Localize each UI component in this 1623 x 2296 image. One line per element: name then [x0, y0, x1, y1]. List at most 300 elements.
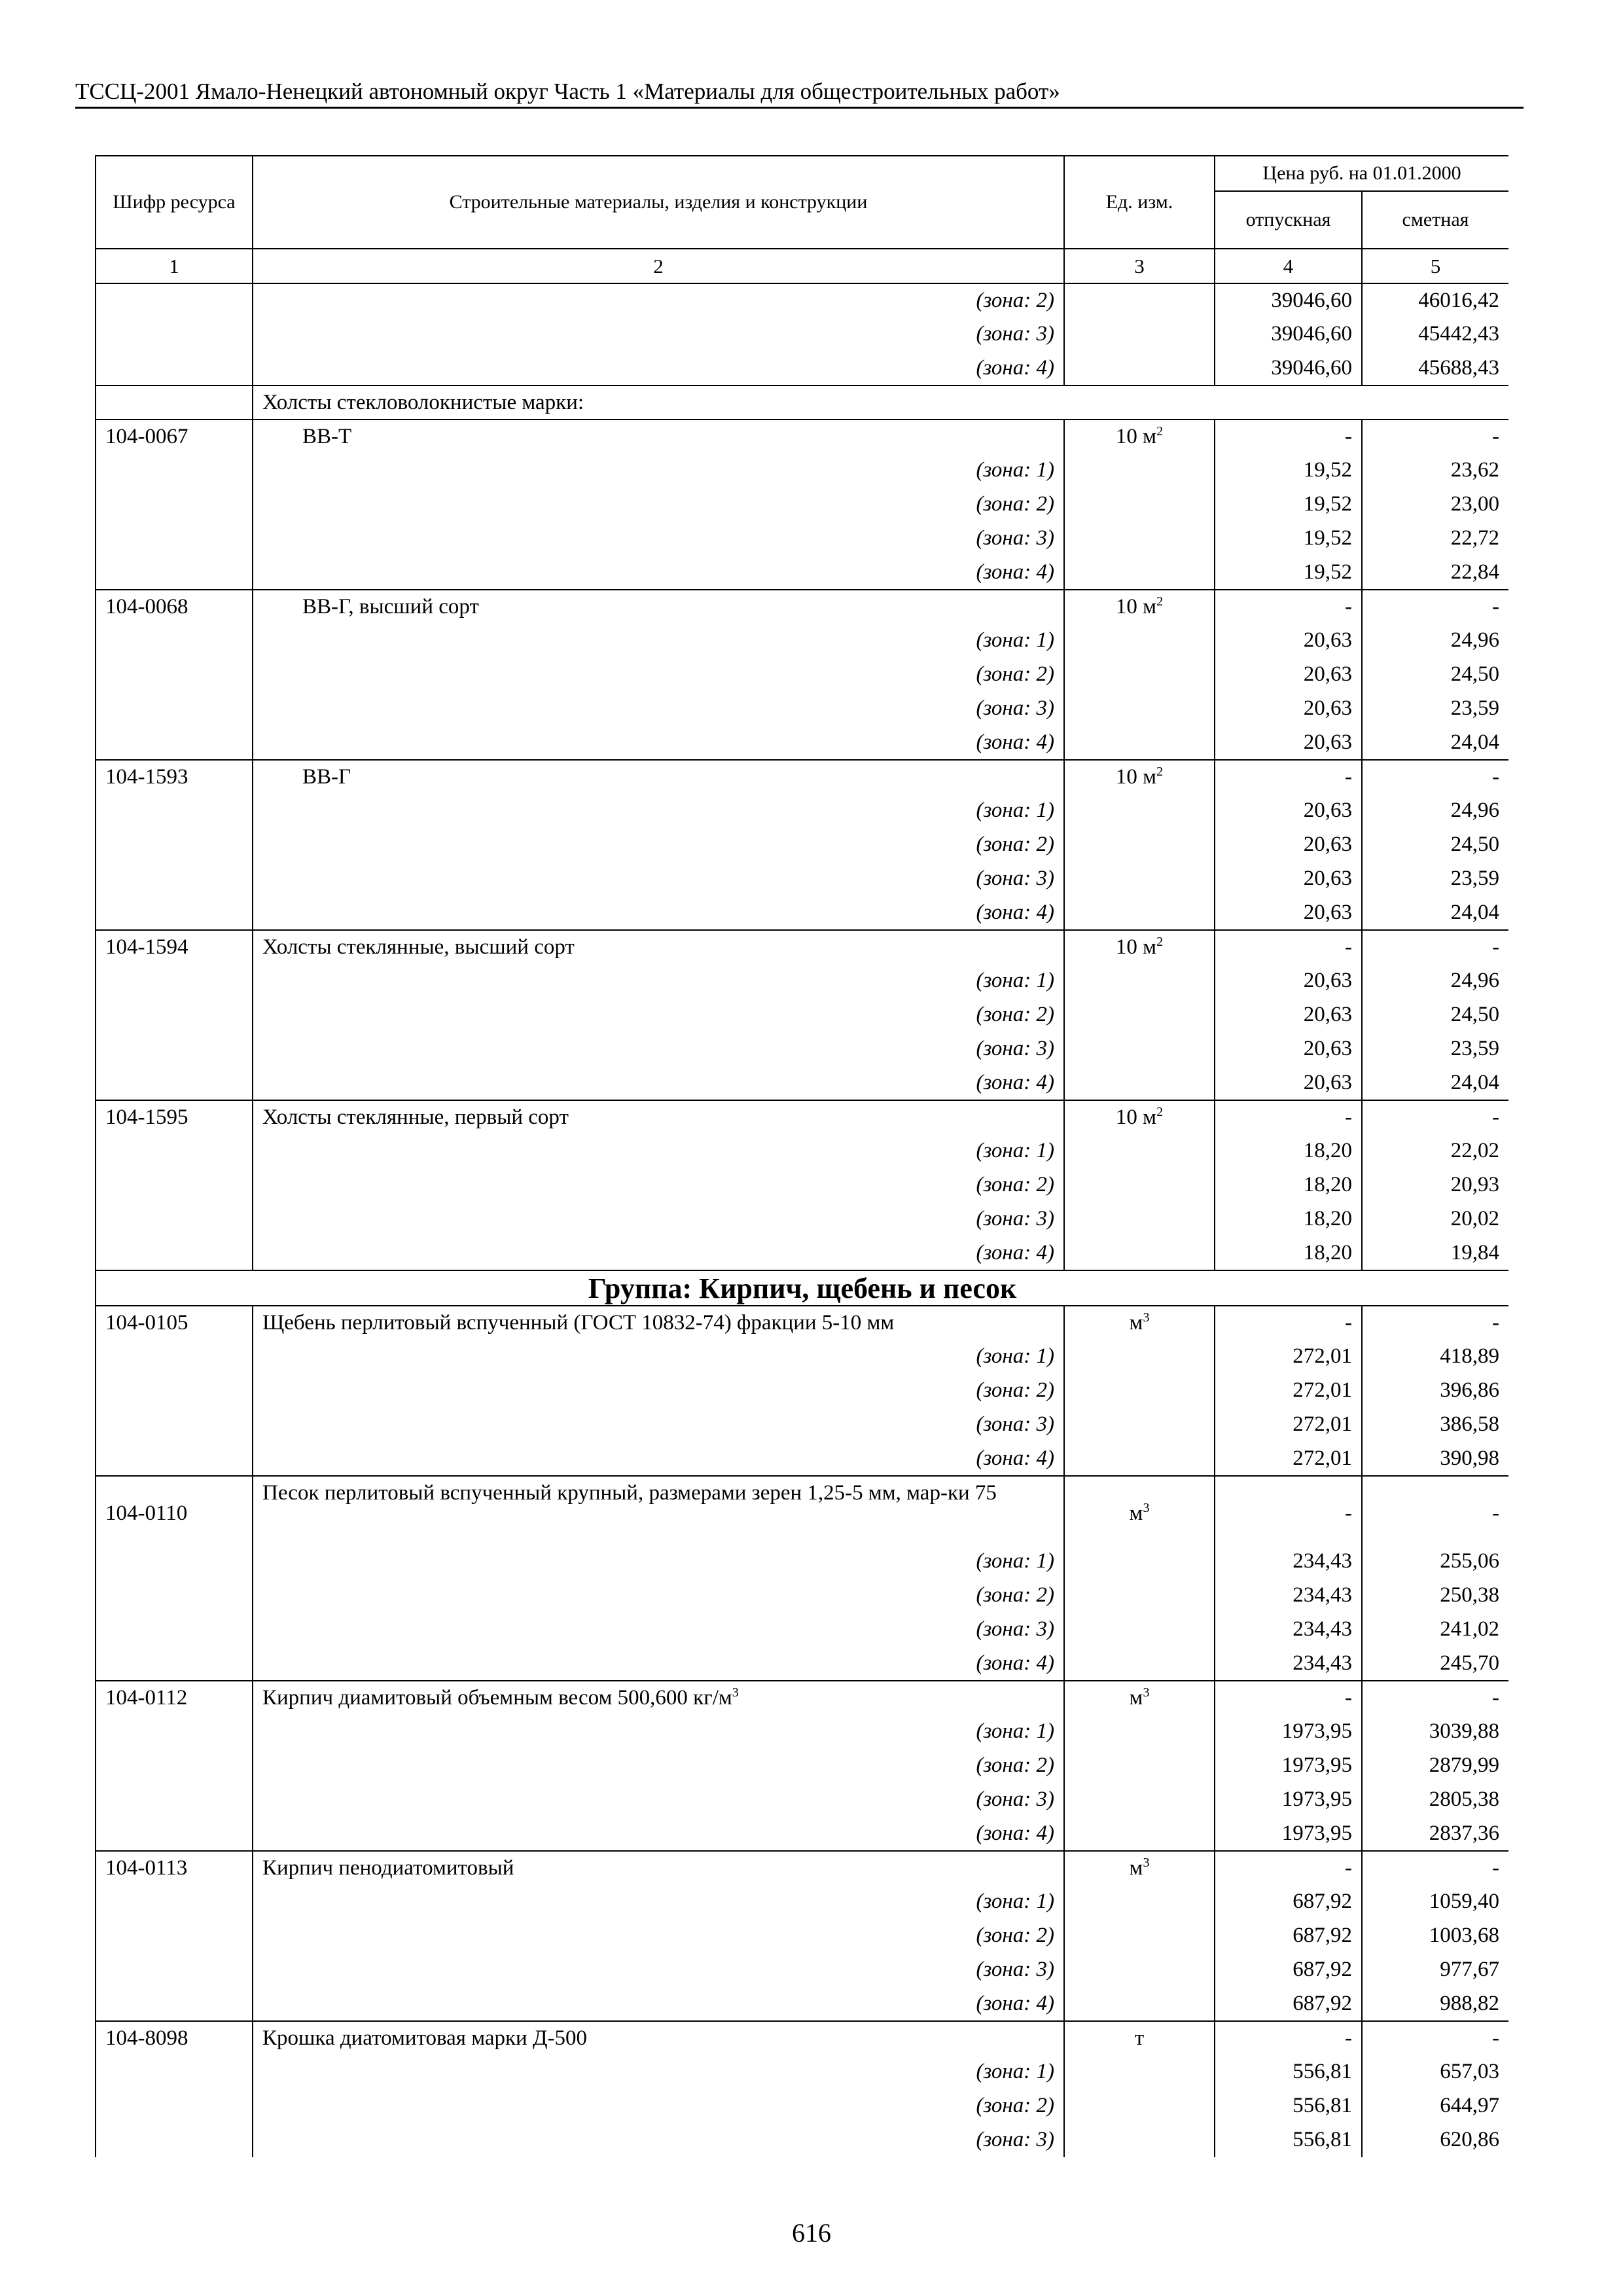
- resource-code: 104-1594: [96, 930, 253, 964]
- code-cell: [96, 862, 253, 896]
- unit-cell: [1064, 1715, 1215, 1749]
- col-header-unit: Ед. изм.: [1064, 156, 1215, 249]
- release-price: 39046,60: [1215, 283, 1362, 317]
- item-row: [96, 1476, 1508, 1545]
- estimate-price: 418,89: [1362, 1340, 1508, 1374]
- estimate-price: -: [1362, 420, 1508, 454]
- estimate-price: 45442,43: [1362, 317, 1508, 351]
- zone-row: [96, 556, 1508, 590]
- zone-row: [96, 1579, 1508, 1613]
- estimate-price: -: [1362, 1306, 1508, 1340]
- unit-cell: [1064, 2089, 1215, 2123]
- release-price: 687,92: [1215, 1885, 1362, 1919]
- unit-cell: [1064, 1783, 1215, 1817]
- zone-label: (зона: 3): [253, 1408, 1064, 1442]
- release-price: -: [1215, 760, 1362, 794]
- estimate-price: 396,86: [1362, 1374, 1508, 1408]
- unit-of-measure: [1064, 1681, 1215, 1715]
- unit-cell: [1064, 658, 1215, 692]
- zone-row: [96, 1374, 1508, 1408]
- zone-row: [96, 1545, 1508, 1579]
- zone-row: [96, 454, 1508, 488]
- unit-cell: [1064, 998, 1215, 1032]
- code-cell: [96, 658, 253, 692]
- superscript: 3: [1143, 1856, 1150, 1870]
- release-price: 20,63: [1215, 658, 1362, 692]
- release-price: 1973,95: [1215, 1749, 1362, 1783]
- code-cell: [96, 1715, 253, 1749]
- zone-row: [96, 1236, 1508, 1270]
- unit-cell: [1064, 624, 1215, 658]
- estimate-price: 657,03: [1362, 2055, 1508, 2089]
- zone-row: [96, 283, 1508, 317]
- zone-label: (зона: 3): [253, 692, 1064, 726]
- zone-row: [96, 726, 1508, 760]
- resource-code: 104-0110: [96, 1476, 253, 1545]
- material-name-text: Песок перлитовый вспученный крупный, размерами зерен 1,25-5 мм, мар-ки 75: [262, 1481, 997, 1505]
- unit-cell: [1064, 1442, 1215, 1476]
- superscript: 2: [1156, 424, 1164, 439]
- unit-text: 10 м: [1115, 1105, 1157, 1129]
- estimate-price: 245,70: [1362, 1647, 1508, 1681]
- unit-cell: [1064, 1408, 1215, 1442]
- zone-row: [96, 1919, 1508, 1953]
- release-price: 39046,60: [1215, 317, 1362, 351]
- code-cell: [96, 692, 253, 726]
- code-cell: [96, 1749, 253, 1783]
- code-cell: [96, 1953, 253, 1987]
- zone-row: [96, 1715, 1508, 1749]
- zone-label: (зона: 2): [253, 1579, 1064, 1613]
- zone-row: [96, 964, 1508, 998]
- estimate-price: 24,04: [1362, 1066, 1508, 1100]
- estimate-price: 977,67: [1362, 1953, 1508, 1987]
- material-name-text: Кирпич пенодиатомитовый: [262, 1856, 514, 1880]
- zone-row: [96, 1408, 1508, 1442]
- code-cell: [96, 283, 253, 317]
- zone-row: [96, 1032, 1508, 1066]
- estimate-price: -: [1362, 930, 1508, 964]
- unit-cell: [1064, 1066, 1215, 1100]
- release-price: 19,52: [1215, 522, 1362, 556]
- unit-cell: [1064, 351, 1215, 386]
- code-cell: [96, 2089, 253, 2123]
- estimate-price: 644,97: [1362, 2089, 1508, 2123]
- material-name: [253, 1476, 1064, 1545]
- unit-cell: [1064, 794, 1215, 828]
- unit-cell: [1064, 1885, 1215, 1919]
- estimate-price: 22,02: [1362, 1134, 1508, 1168]
- zone-label: (зона: 3): [253, 317, 1064, 351]
- release-price: -: [1215, 590, 1362, 624]
- estimate-price: 386,58: [1362, 1408, 1508, 1442]
- document-header: ТССЦ-2001 Ямало-Ненецкий автономный округ Часть 1 «Материалы для общестроительных работ»: [75, 79, 1060, 104]
- code-cell: [96, 351, 253, 386]
- zone-row: [96, 1442, 1508, 1476]
- zone-row: [96, 1066, 1508, 1100]
- code-cell: [96, 1408, 253, 1442]
- estimate-price: 23,59: [1362, 692, 1508, 726]
- code-cell: [96, 998, 253, 1032]
- code-cell: [96, 964, 253, 998]
- estimate-price: 22,72: [1362, 522, 1508, 556]
- material-name-text: Кирпич диамитовый объемным весом 500,600 кг/м: [262, 1686, 732, 1710]
- zone-row: [96, 1987, 1508, 2021]
- zone-row: [96, 2123, 1508, 2157]
- zone-label: (зона: 2): [253, 1919, 1064, 1953]
- code-cell: [96, 556, 253, 590]
- estimate-price: 24,96: [1362, 794, 1508, 828]
- release-price: 1973,95: [1215, 1817, 1362, 1851]
- group-heading: Группа: Кирпич, щебень и песок: [96, 1270, 1508, 1306]
- zone-row: [96, 522, 1508, 556]
- zone-label: (зона: 1): [253, 2055, 1064, 2089]
- estimate-price: 250,38: [1362, 1579, 1508, 1613]
- item-row: [96, 1851, 1508, 1885]
- code-cell: [96, 386, 253, 420]
- col-header-price: Цена руб. на 01.01.2000: [1215, 156, 1508, 191]
- release-price: 556,81: [1215, 2055, 1362, 2089]
- resource-code: 104-0067: [96, 420, 253, 454]
- release-price: 687,92: [1215, 1987, 1362, 2021]
- item-row: [96, 760, 1508, 794]
- zone-row: [96, 351, 1508, 386]
- code-cell: [96, 1168, 253, 1202]
- release-price: 687,92: [1215, 1953, 1362, 1987]
- col-number: 2: [253, 249, 1064, 283]
- zone-label: (зона: 1): [253, 964, 1064, 998]
- unit-cell: [1064, 317, 1215, 351]
- release-price: 20,63: [1215, 726, 1362, 760]
- unit-cell: [1064, 2123, 1215, 2157]
- zone-label: (зона: 3): [253, 1953, 1064, 1987]
- release-price: -: [1215, 1306, 1362, 1340]
- zone-label: (зона: 1): [253, 1134, 1064, 1168]
- release-price: 20,63: [1215, 862, 1362, 896]
- zone-row: [96, 1783, 1508, 1817]
- material-name-text: ВВ-Г: [302, 765, 351, 789]
- estimate-price: 24,04: [1362, 726, 1508, 760]
- col-number: 4: [1215, 249, 1362, 283]
- unit-of-measure: [1064, 420, 1215, 454]
- release-price: 18,20: [1215, 1168, 1362, 1202]
- group-heading-row: [96, 1270, 1508, 1306]
- estimate-price: 24,04: [1362, 896, 1508, 930]
- zone-row: [96, 1885, 1508, 1919]
- unit-cell: [1064, 726, 1215, 760]
- unit-text: 10 м: [1115, 765, 1157, 789]
- release-price: 556,81: [1215, 2123, 1362, 2157]
- estimate-price: 22,84: [1362, 556, 1508, 590]
- release-price: 18,20: [1215, 1134, 1362, 1168]
- estimate-price: 2805,38: [1362, 1783, 1508, 1817]
- zone-label: (зона: 1): [253, 1340, 1064, 1374]
- estimate-price: 23,59: [1362, 862, 1508, 896]
- estimate-price: 24,50: [1362, 828, 1508, 862]
- col-header-release: отпускная: [1215, 191, 1362, 249]
- unit-cell: [1064, 283, 1215, 317]
- price-table-container: [95, 155, 1508, 2162]
- zone-row: [96, 488, 1508, 522]
- release-price: 20,63: [1215, 964, 1362, 998]
- zone-label: (зона: 2): [253, 283, 1064, 317]
- unit-cell: [1064, 522, 1215, 556]
- col-header-name: Строительные материалы, изделия и конструкции: [253, 156, 1064, 249]
- estimate-price: 24,96: [1362, 964, 1508, 998]
- zone-row: [96, 862, 1508, 896]
- unit-cell: [1064, 1919, 1215, 1953]
- unit-cell: [1064, 1749, 1215, 1783]
- estimate-price: -: [1362, 2021, 1508, 2055]
- material-name: [253, 760, 1064, 794]
- code-cell: [96, 1374, 253, 1408]
- resource-code: 104-1593: [96, 760, 253, 794]
- unit-cell: [1064, 1340, 1215, 1374]
- release-price: -: [1215, 1681, 1362, 1715]
- zone-label: (зона: 2): [253, 828, 1064, 862]
- col-number: 5: [1362, 249, 1508, 283]
- zone-row: [96, 1749, 1508, 1783]
- material-name: [253, 420, 1064, 454]
- resource-code: 104-0105: [96, 1306, 253, 1340]
- unit-text: 10 м: [1115, 425, 1157, 448]
- unit-of-measure: [1064, 760, 1215, 794]
- release-price: -: [1215, 1476, 1362, 1545]
- subheading-text: Холсты стекловолокнистые марки:: [253, 386, 1508, 420]
- code-cell: [96, 1442, 253, 1476]
- release-price: 1973,95: [1215, 1783, 1362, 1817]
- resource-code: 104-0113: [96, 1851, 253, 1885]
- zone-row: [96, 1134, 1508, 1168]
- release-price: 20,63: [1215, 1066, 1362, 1100]
- code-cell: [96, 1579, 253, 1613]
- unit-cell: [1064, 1032, 1215, 1066]
- zone-label: (зона: 4): [253, 1066, 1064, 1100]
- estimate-price: 19,84: [1362, 1236, 1508, 1270]
- item-row: [96, 590, 1508, 624]
- unit-text: 10 м: [1115, 935, 1157, 959]
- superscript: 3: [1143, 1310, 1150, 1325]
- estimate-price: 241,02: [1362, 1613, 1508, 1647]
- code-cell: [96, 1987, 253, 2021]
- unit-of-measure: [1064, 2021, 1215, 2055]
- code-cell: [96, 2055, 253, 2089]
- unit-of-measure: [1064, 1851, 1215, 1885]
- zone-row: [96, 828, 1508, 862]
- unit-text: м: [1129, 1856, 1143, 1880]
- code-cell: [96, 1783, 253, 1817]
- release-price: 20,63: [1215, 998, 1362, 1032]
- superscript: 3: [1143, 1500, 1150, 1515]
- release-price: 20,63: [1215, 624, 1362, 658]
- item-row: [96, 930, 1508, 964]
- unit-cell: [1064, 1374, 1215, 1408]
- code-cell: [96, 1032, 253, 1066]
- zone-row: [96, 2089, 1508, 2123]
- zone-label: (зона: 4): [253, 1987, 1064, 2021]
- unit-of-measure: [1064, 1100, 1215, 1134]
- release-price: 234,43: [1215, 1647, 1362, 1681]
- resource-code: 104-8098: [96, 2021, 253, 2055]
- material-name-text: ВВ-Т: [302, 425, 352, 448]
- zone-label: (зона: 2): [253, 1749, 1064, 1783]
- zone-label: (зона: 3): [253, 1202, 1064, 1236]
- release-price: 18,20: [1215, 1236, 1362, 1270]
- code-cell: [96, 1647, 253, 1681]
- zone-label: (зона: 4): [253, 1647, 1064, 1681]
- unit-cell: [1064, 1817, 1215, 1851]
- zone-row: [96, 998, 1508, 1032]
- code-cell: [96, 317, 253, 351]
- zone-row: [96, 1817, 1508, 1851]
- item-row: [96, 2021, 1508, 2055]
- superscript: 3: [1143, 1685, 1150, 1700]
- material-name-text: ВВ-Г, высший сорт: [302, 595, 479, 619]
- zone-row: [96, 1168, 1508, 1202]
- release-price: -: [1215, 420, 1362, 454]
- zone-label: (зона: 3): [253, 1613, 1064, 1647]
- release-price: 19,52: [1215, 454, 1362, 488]
- estimate-price: 23,59: [1362, 1032, 1508, 1066]
- material-name: [253, 2021, 1064, 2055]
- unit-cell: [1064, 1613, 1215, 1647]
- unit-cell: [1064, 454, 1215, 488]
- unit-cell: [1064, 828, 1215, 862]
- zone-row: [96, 794, 1508, 828]
- zone-label: (зона: 4): [253, 351, 1064, 386]
- zone-label: (зона: 3): [253, 1783, 1064, 1817]
- zone-label: (зона: 3): [253, 2123, 1064, 2157]
- zone-label: (зона: 2): [253, 998, 1064, 1032]
- item-row: [96, 1306, 1508, 1340]
- release-price: 272,01: [1215, 1408, 1362, 1442]
- unit-cell: [1064, 2055, 1215, 2089]
- item-row: [96, 420, 1508, 454]
- estimate-price: -: [1362, 1851, 1508, 1885]
- release-price: -: [1215, 2021, 1362, 2055]
- material-name-text: Щебень перлитовый вспученный (ГОСТ 10832-74) фракции 5-10 мм: [262, 1311, 895, 1335]
- code-cell: [96, 794, 253, 828]
- estimate-price: 988,82: [1362, 1987, 1508, 2021]
- unit-cell: [1064, 1647, 1215, 1681]
- header-rule: [75, 107, 1524, 109]
- code-cell: [96, 488, 253, 522]
- code-cell: [96, 896, 253, 930]
- unit-cell: [1064, 1134, 1215, 1168]
- release-price: 234,43: [1215, 1579, 1362, 1613]
- zone-label: (зона: 2): [253, 2089, 1064, 2123]
- unit-of-measure: [1064, 590, 1215, 624]
- release-price: 20,63: [1215, 692, 1362, 726]
- material-name-text: Крошка диатомитовая марки Д-500: [262, 2026, 587, 2050]
- estimate-price: 255,06: [1362, 1545, 1508, 1579]
- release-price: 20,63: [1215, 896, 1362, 930]
- release-price: 234,43: [1215, 1613, 1362, 1647]
- material-name: [253, 1681, 1064, 1715]
- zone-label: (зона: 4): [253, 726, 1064, 760]
- resource-code: 104-0112: [96, 1681, 253, 1715]
- code-cell: [96, 1202, 253, 1236]
- unit-text: 10 м: [1115, 595, 1157, 619]
- zone-row: [96, 1613, 1508, 1647]
- zone-label: (зона: 2): [253, 1168, 1064, 1202]
- release-price: 234,43: [1215, 1545, 1362, 1579]
- unit-of-measure: [1064, 1306, 1215, 1340]
- release-price: 20,63: [1215, 1032, 1362, 1066]
- code-cell: [96, 726, 253, 760]
- zone-label: (зона: 4): [253, 1817, 1064, 1851]
- zone-label: (зона: 4): [253, 896, 1064, 930]
- unit-cell: [1064, 1579, 1215, 1613]
- zone-label: (зона: 3): [253, 1032, 1064, 1066]
- col-header-code: Шифр ресурса: [96, 156, 253, 249]
- code-cell: [96, 1545, 253, 1579]
- estimate-price: 23,62: [1362, 454, 1508, 488]
- estimate-price: 2837,36: [1362, 1817, 1508, 1851]
- estimate-price: 20,93: [1362, 1168, 1508, 1202]
- code-cell: [96, 454, 253, 488]
- unit-cell: [1064, 896, 1215, 930]
- zone-label: (зона: 1): [253, 1885, 1064, 1919]
- code-cell: [96, 1236, 253, 1270]
- zone-label: (зона: 2): [253, 658, 1064, 692]
- zone-label: (зона: 2): [253, 1374, 1064, 1408]
- unit-cell: [1064, 1202, 1215, 1236]
- price-table-body: [96, 283, 1508, 2157]
- subheading-row: [96, 386, 1508, 420]
- release-price: 19,52: [1215, 488, 1362, 522]
- estimate-price: -: [1362, 1100, 1508, 1134]
- price-table: [95, 155, 1508, 2157]
- superscript: 2: [1156, 594, 1164, 609]
- zone-label: (зона: 1): [253, 624, 1064, 658]
- code-cell: [96, 1885, 253, 1919]
- unit-cell: [1064, 1953, 1215, 1987]
- estimate-price: 24,50: [1362, 658, 1508, 692]
- resource-code: 104-0068: [96, 590, 253, 624]
- release-price: -: [1215, 1851, 1362, 1885]
- col-number: 3: [1064, 249, 1215, 283]
- item-row: [96, 1681, 1508, 1715]
- superscript: 2: [1156, 764, 1164, 779]
- estimate-price: -: [1362, 590, 1508, 624]
- zone-label: (зона: 1): [253, 1545, 1064, 1579]
- zone-label: (зона: 2): [253, 488, 1064, 522]
- release-price: 687,92: [1215, 1919, 1362, 1953]
- estimate-price: 2879,99: [1362, 1749, 1508, 1783]
- release-price: -: [1215, 1100, 1362, 1134]
- material-name: [253, 930, 1064, 964]
- material-name: [253, 1851, 1064, 1885]
- estimate-price: 1059,40: [1362, 1885, 1508, 1919]
- material-name: [253, 1306, 1064, 1340]
- zone-row: [96, 1953, 1508, 1987]
- unit-cell: [1064, 862, 1215, 896]
- zone-row: [96, 1202, 1508, 1236]
- code-cell: [96, 522, 253, 556]
- page-number: 616: [792, 2218, 831, 2248]
- release-price: 18,20: [1215, 1202, 1362, 1236]
- unit-text: м: [1129, 1311, 1143, 1335]
- release-price: 272,01: [1215, 1374, 1362, 1408]
- zone-label: (зона: 1): [253, 794, 1064, 828]
- code-cell: [96, 2123, 253, 2157]
- material-name-text: Холсты стеклянные, первый сорт: [262, 1105, 569, 1129]
- estimate-price: 20,02: [1362, 1202, 1508, 1236]
- zone-row: [96, 692, 1508, 726]
- estimate-price: 620,86: [1362, 2123, 1508, 2157]
- code-cell: [96, 1919, 253, 1953]
